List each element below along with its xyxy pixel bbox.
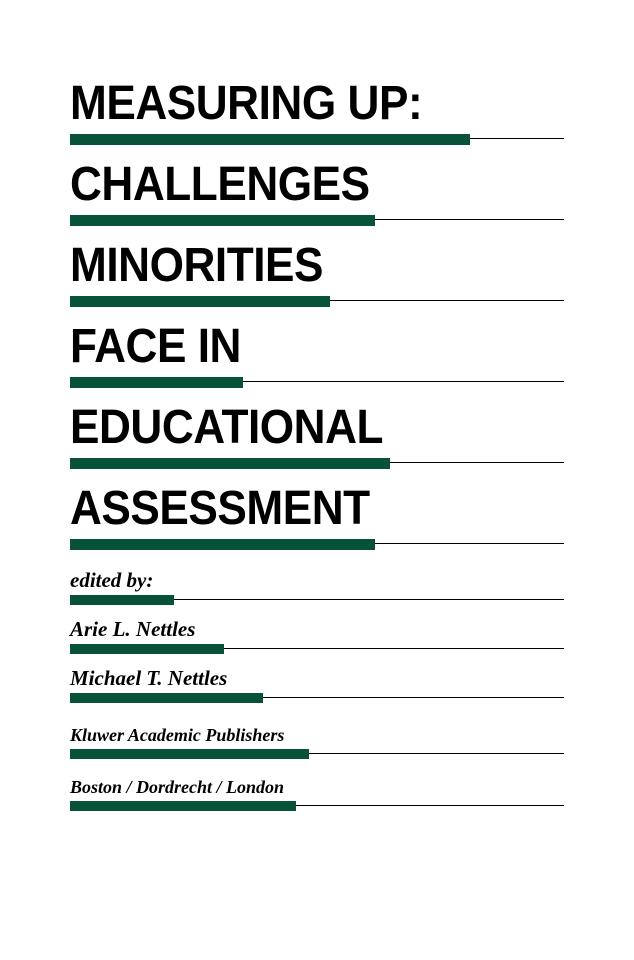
title-line	[70, 78, 564, 145]
title-rule-bar	[70, 458, 390, 469]
credit-rule-group	[70, 644, 564, 654]
title-rule-group	[70, 134, 564, 145]
title-rule-bar	[70, 377, 243, 388]
title-rule-group	[70, 458, 564, 469]
credit-rule-group	[70, 693, 564, 703]
credit-rule-bar	[70, 693, 263, 703]
title-rule-bar	[70, 215, 375, 226]
book-title-block	[70, 78, 564, 550]
title-rule-group	[70, 377, 564, 388]
title-line	[70, 240, 564, 307]
title-rule-bar	[70, 539, 375, 550]
title-line	[70, 402, 564, 469]
credit-rule-bar	[70, 801, 296, 811]
credit-line-edited-by	[70, 568, 564, 605]
credit-line-editor-2	[70, 666, 564, 703]
title-line	[70, 159, 564, 226]
book-credits-block	[70, 568, 564, 811]
title-line-text: MINORITIES	[70, 239, 324, 292]
credit-text: edited by:	[70, 568, 154, 592]
credit-text: Michael T. Nettles	[70, 666, 228, 690]
title-rule-bar	[70, 134, 470, 145]
title-line-text: ASSESSMENT	[70, 482, 370, 535]
title-line-text: FACE IN	[70, 320, 241, 373]
credit-line-publisher	[70, 725, 564, 759]
credit-rule-group	[70, 801, 564, 811]
title-rule-group	[70, 215, 564, 226]
credit-line-editor-1	[70, 617, 564, 654]
title-rule-group	[70, 296, 564, 307]
credit-text: Arie L. Nettles	[70, 617, 196, 641]
credit-rule-group	[70, 749, 564, 759]
title-line	[70, 321, 564, 388]
credit-rule-group	[70, 595, 564, 605]
publisher-text: Kluwer Academic Publishers	[70, 725, 285, 745]
title-line-text: MEASURING UP:	[70, 77, 423, 130]
credit-line-cities	[70, 777, 564, 811]
title-line-text: CHALLENGES	[70, 158, 370, 211]
title-rule-bar	[70, 296, 330, 307]
title-line-text: EDUCATIONAL	[70, 401, 384, 454]
credit-rule-bar	[70, 644, 224, 654]
credit-rule-bar	[70, 749, 309, 759]
publisher-cities-text: Boston / Dordrecht / London	[70, 777, 285, 797]
title-line	[70, 483, 564, 550]
credit-rule-bar	[70, 595, 174, 605]
cover-content	[70, 78, 564, 823]
title-rule-group	[70, 539, 564, 550]
